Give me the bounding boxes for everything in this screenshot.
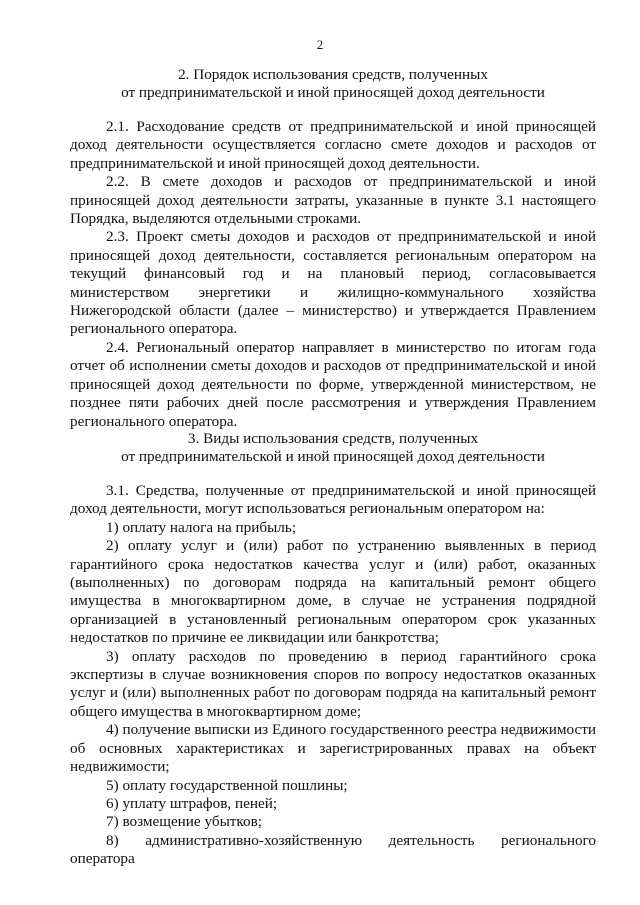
- page-number: 2: [316, 37, 324, 52]
- section-3-heading-line-1: 3. Виды использования средств, полученных: [187, 430, 479, 447]
- paragraph-3-1: 3.1. Средства, полученные от предпринимательской и иной приносящей доход деятельности, могут использоваться региональным оператором на:: [70, 482, 596, 518]
- paragraph-2-1: 2.1. Расходование средств от предпринимательской и иной приносящей доход деятельности осуществляется согласно смете доходов и расходов от предпринимательской и иной приносящей доход деятельности.: [70, 118, 596, 172]
- paragraph-2-4: 2.4. Региональный оператор направляет в министерство по итогам года отчет об исполнении сметы доходов и расходов от предпринимательской и иной приносящей доход деятельности по форме, утвержденной министерством, не позднее пяти рабочих дней после рассмотрения и утверждения Правлением регионального оператора.: [70, 338, 596, 430]
- list-item-6: 6) уплату штрафов, пеней;: [106, 794, 278, 812]
- paragraph-2-3: 2.3. Проект сметы доходов и расходов от предпринимательской и иной приносящей доход деятельности, составляется региональным оператором на текущий финансовый год и на плановый период, согласовывается министерством энергетики и жилищно-коммунального хозяйства Нижегородской области (далее – министерство) и утверждается Правлением регионального оператора.: [70, 228, 596, 338]
- section-2-body: [70, 118, 596, 431]
- section-3-heading-line-2: от предпринимательской и иной приносящей доход деятельности: [121, 448, 545, 466]
- paragraph-2-2: 2.2. В смете доходов и расходов от предпринимательской и иной приносящей доход деятельности затраты, указанные в пункте 3.1 настоящего Порядка, выделяются отдельными строками.: [70, 173, 596, 228]
- list-item-1: 1) оплату налога на прибыль;: [106, 518, 297, 536]
- section-3-heading: [70, 430, 596, 467]
- list-item-7: 7) возмещение убытков;: [106, 813, 263, 831]
- list-item-5: 5) оплату государственной пошлины;: [106, 776, 348, 794]
- list-item-2: 2) оплату услуг и (или) работ по устранению выявленных в период гарантийного срока недостатков качества услуг и (или) работ, оказанных (выполненных) по договорам подряда на капитальный ремонт общего имущества в многоквартирном доме, в случае не устранения подрядной организацией в установленный региональным оператором срок указанных недостатков по причине ее ликвидации или банкротства;: [70, 537, 596, 647]
- section-2-heading: [70, 66, 596, 103]
- list-item-8: 8) административно-хозяйственную деятельность регионального оператора: [70, 831, 596, 868]
- section-2-heading-line-1: 2. Порядок использования средств, полученных: [178, 66, 488, 83]
- section-2-heading-line-2: от предпринимательской и иной приносящей доход деятельности: [121, 84, 545, 102]
- list-item-3: 3) оплату расходов по проведению в период гарантийного срока экспертизы в случае возникновения споров по вопросу недостатков оказанных услуг и (или) выполненных работ по договорам подряда на капитальный ремонт общего имущества в многоквартирном доме;: [70, 647, 596, 720]
- section-3-body: [70, 482, 596, 869]
- list-item-4: 4) получение выписки из Единого государственного реестра недвижимости об основных характеристиках и зарегистрированных правах на объект недвижимости;: [70, 721, 596, 776]
